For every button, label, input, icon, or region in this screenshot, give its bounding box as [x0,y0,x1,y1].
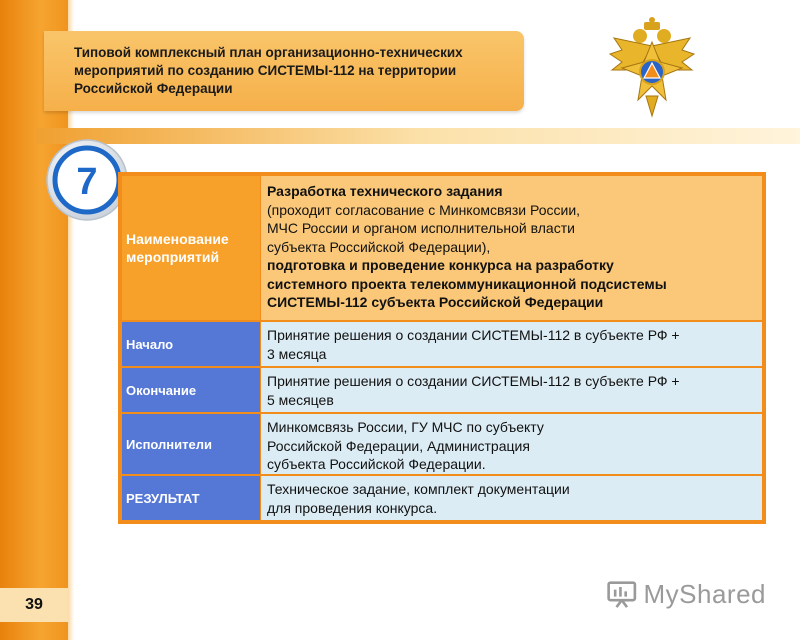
table-row [122,414,762,474]
table-value-cell: Разработка технического задания (проходит согласование с Минкомсвязи России, МЧС России и органом исполнительной власти субъекта Российской Федерации), подготовка и проведение конкурса на разработку системного проекта телекоммуникационной подсистемы СИСТЕМЫ-112 субъекта Российской Федерации [261,176,762,320]
page-title: Типовой комплексный план организационно-технических мероприятий по созданию СИСТЕМЫ-112 на территории Российской Федерации [74,45,463,96]
step-number: 7 [76,161,98,203]
table-label-cell: Начало [122,322,260,366]
table-value-cell: Принятие решения о создании СИСТЕМЫ-112 в субъекте РФ + 5 месяцев [261,368,762,412]
table-value-cell: Минкомсвязь России, ГУ МЧС по субъекту Российской Федерации, Администрация субъекта Российской Федерации. [261,414,762,474]
presentation-board-icon [606,578,638,610]
header-banner [44,31,524,111]
logo-text: MyShared [643,578,766,609]
table-row [122,476,762,520]
emchs-emblem-icon [602,16,702,124]
table-row-head [122,176,762,320]
table-row [122,322,762,366]
table-value-cell: Принятие решения о создании СИСТЕМЫ-112 в субъекте РФ + 3 месяца [261,322,762,366]
table-label-cell: Исполнители [122,414,260,474]
info-table [118,172,766,524]
table-label-cell: РЕЗУЛЬТАТ [122,476,260,520]
header-stripe [36,128,800,144]
page-number: 39 [0,588,68,622]
table-value-cell: Техническое задание, комплект документации для проведения конкурса. [261,476,762,520]
table-label-cell: Окончание [122,368,260,412]
table-label-cell: Наименование мероприятий [122,176,260,320]
myshared-logo[interactable] [606,574,766,614]
table-row [122,368,762,412]
